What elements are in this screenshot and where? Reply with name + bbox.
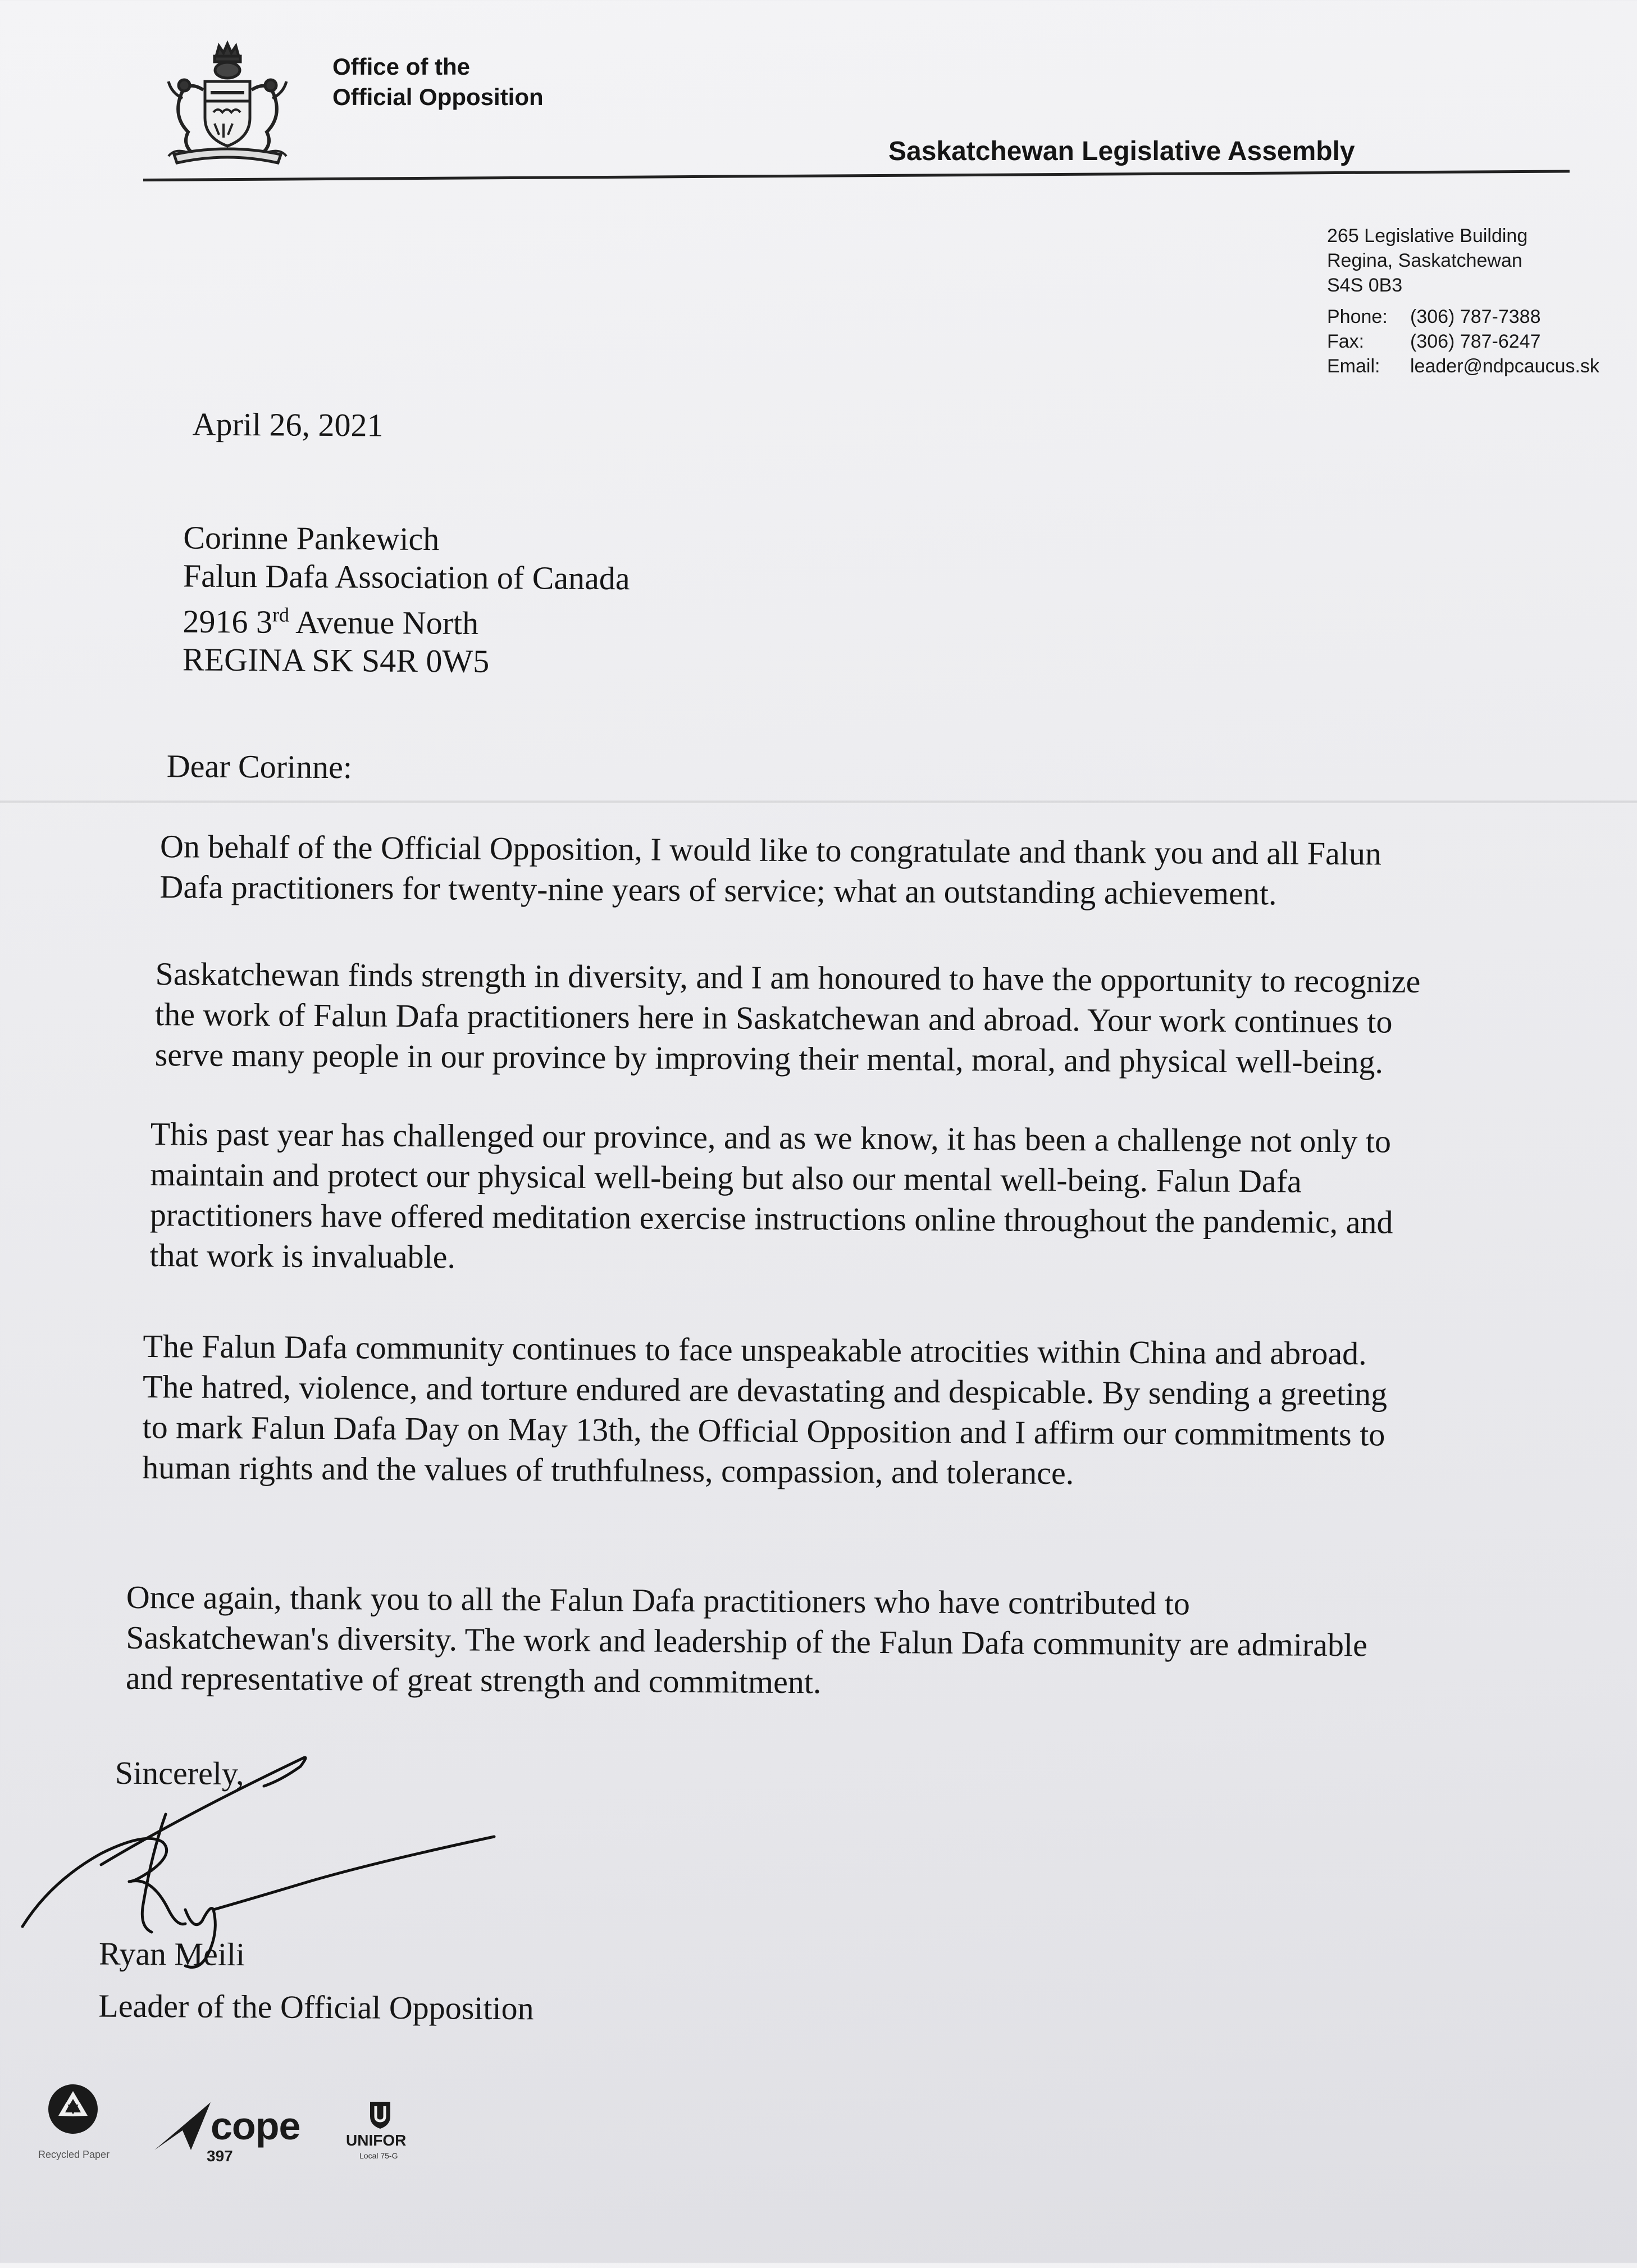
unifor-logo-text: UNIFOR <box>346 2132 407 2149</box>
paragraph-line: On behalf of the Official Opposition, I would like to congratulate and thank you and all Falun <box>159 828 1382 872</box>
paragraph-line: maintain and protect our physical well-being but also our mental well-being. Falun Dafa <box>150 1156 1302 1200</box>
paragraph-line: Saskatchewan's diversity. The work and leadership of the Falun Dafa community are admirable <box>126 1619 1368 1664</box>
paragraph-3 <box>149 1114 1393 1283</box>
unifor-local-text: Local 75-G <box>359 2151 398 2160</box>
signer-name: Ryan Meili <box>98 1935 245 1973</box>
paragraph-line: practitioners have offered meditation exercise instructions online throughout the pandemic, and <box>149 1196 1393 1241</box>
salutation: Dear Corinne: <box>166 748 353 786</box>
recipient-name: Corinne Pankewich <box>183 519 440 558</box>
office-name-line2: Official Opposition <box>332 84 544 110</box>
paragraph-line: Dafa practitioners for twenty-nine years of service; what an outstanding achievement. <box>159 868 1277 912</box>
email-label: Email: <box>1327 356 1380 377</box>
assembly-name: Saskatchewan Legislative Assembly <box>888 136 1355 166</box>
paragraph-5 <box>126 1577 1368 1706</box>
paragraph-line: to mark Falun Dafa Day on May 13th, the Official Opposition and I affirm our commitments to <box>142 1409 1385 1453</box>
paragraph-line: human rights and the values of truthfulness, compassion, and tolerance. <box>142 1449 1074 1492</box>
fax-number: (306) 787-6247 <box>1410 331 1541 352</box>
signer-title: Leader of the Official Opposition <box>98 1987 534 2027</box>
paragraph-line: The hatred, violence, and torture endured are devastating and despicable. By sending a greeting <box>142 1368 1388 1413</box>
recipient-city: REGINA SK S4R 0W5 <box>182 641 490 680</box>
phone-label: Phone: <box>1327 306 1388 327</box>
office-name-line1: Office of the <box>332 53 471 80</box>
recipient-street: 2916 3rd Avenue North <box>183 603 479 641</box>
cope-logo-icon <box>152 2100 213 2156</box>
paragraph-line: This past year has challenged our province, and as we know, it has been a challenge not only to <box>150 1115 1392 1160</box>
phone-number: (306) 787-7388 <box>1410 306 1541 327</box>
address-line1: 265 Legislative Building <box>1327 225 1528 247</box>
paragraph-1 <box>159 826 1381 914</box>
handwritten-signature <box>17 1741 511 1977</box>
paragraph-line: and representative of great strength and commitment. <box>125 1659 822 1701</box>
paragraph-line: The Falun Dafa community continues to face unspeakable atrocities within China and abroad. <box>143 1328 1367 1372</box>
unifor-shield-icon <box>368 2100 393 2130</box>
email-address: leader@ndpcaucus.sk <box>1410 356 1599 377</box>
paragraph-4 <box>142 1326 1388 1496</box>
paragraph-line: Saskatchewan finds strength in diversity, and I am honoured to have the opportunity to recognize <box>155 955 1421 1000</box>
cope-logo-number: 397 <box>207 2147 233 2165</box>
closing: Sincerely, <box>115 1754 244 1792</box>
recipient-address <box>183 518 630 681</box>
paragraph-line: serve many people in our province by improving their mental, moral, and physical well-being. <box>154 1036 1384 1081</box>
address-line2: Regina, Saskatchewan <box>1327 250 1522 271</box>
recipient-organization: Falun Dafa Association of Canada <box>183 557 630 597</box>
paragraph-2 <box>155 954 1421 1083</box>
cope-logo-text: cope <box>211 2104 300 2148</box>
fax-label: Fax: <box>1327 331 1365 352</box>
recycled-paper-caption: Recycled Paper <box>38 2149 110 2160</box>
recycle-icon <box>45 2081 101 2143</box>
paragraph-line: Once again, thank you to all the Falun Dafa practitioners who have contributed to <box>126 1578 1191 1622</box>
paragraph-line: the work of Falun Dafa practitioners here in Saskatchewan and abroad. Your work continues to <box>154 996 1393 1040</box>
paragraph-line: that work is invaluable. <box>149 1237 456 1276</box>
postal-code: S4S 0B3 <box>1327 275 1403 296</box>
letter-date: April 26, 2021 <box>192 406 384 444</box>
